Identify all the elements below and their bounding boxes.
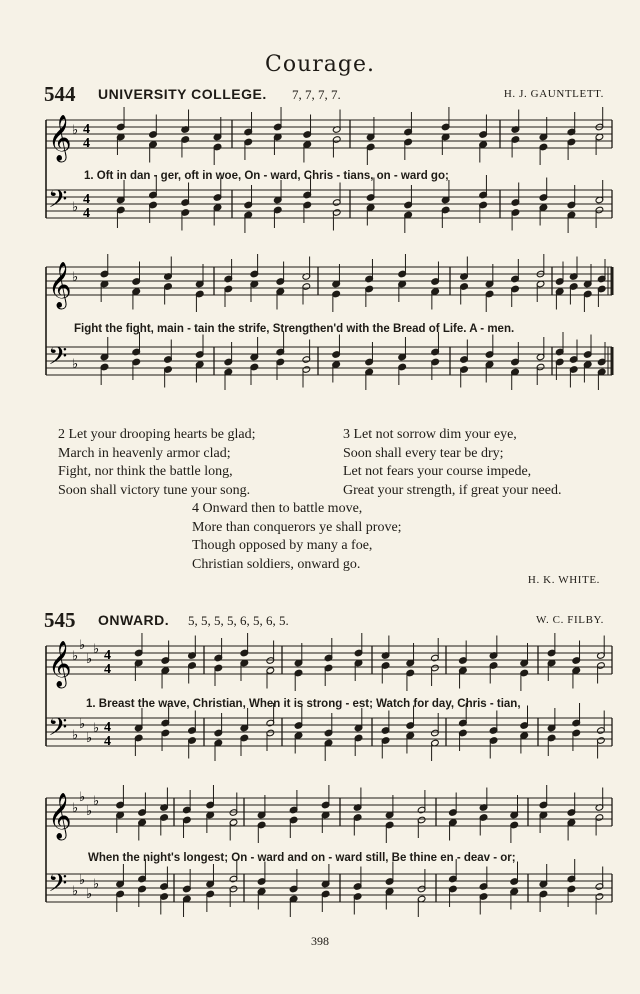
bass-clef-icon: 𝄢 — [48, 713, 68, 748]
stanza-4 — [192, 500, 402, 574]
treble-clef-icon: 𝄞 — [48, 793, 72, 839]
treble-clef-icon: 𝄞 — [48, 262, 72, 308]
time-signature: 4 — [83, 206, 90, 221]
meter: 7, 7, 7, 7. — [292, 87, 341, 102]
flat-sign-icon: ♭ — [72, 649, 79, 664]
flat-sign-icon: ♭ — [72, 801, 79, 816]
flat-sign-icon: ♭ — [72, 728, 79, 743]
stanza-line: 3 Let not sorrow dim your eye, — [343, 427, 517, 442]
stanza-line: 2 Let your drooping hearts be glad; — [58, 427, 256, 442]
stanza-line: Great your strength, if great your need. — [343, 482, 562, 498]
flat-sign-icon: ♭ — [72, 270, 79, 285]
lyric-line: 1. Oft in dan - ger, oft in woe, On - ward, Chris - tians, on - ward go; — [84, 170, 449, 182]
page-number: 398 — [311, 934, 329, 948]
tune-name: UNIVERSITY COLLEGE. — [98, 86, 267, 102]
flat-sign-icon: ♭ — [86, 887, 93, 902]
tune-name: ONWARD. — [98, 612, 170, 628]
stanza-line: Soon shall victory tune your song. — [58, 482, 251, 498]
time-signature: 4 — [104, 720, 111, 735]
composer: H. J. GAUNTLETT. — [503, 88, 604, 100]
flat-sign-icon: ♭ — [72, 123, 79, 138]
stanza-3 — [343, 426, 561, 500]
flat-sign-icon: ♭ — [86, 804, 93, 819]
flat-sign-icon: ♭ — [93, 642, 100, 657]
time-signature: 4 — [83, 192, 90, 207]
lyric-line: When the night's longest; On - ward and on - ward still, Be thine en - deav - or; — [88, 852, 516, 864]
flat-sign-icon: ♭ — [93, 794, 100, 809]
time-signature: 4 — [83, 122, 90, 137]
lyricist: H. K. WHITE. — [527, 574, 600, 586]
flat-sign-icon: ♭ — [86, 652, 93, 667]
bass-staff — [46, 347, 612, 375]
flat-sign-icon: ♭ — [79, 873, 86, 888]
stanza-line: More than conquerors ye shall prove; — [192, 519, 402, 535]
stanza-line: Soon shall every tear be dry; — [343, 445, 504, 461]
hymn-number: 545 — [44, 608, 76, 632]
time-signature: 4 — [83, 136, 90, 151]
hymn-header-545 — [44, 608, 604, 632]
treble-staff — [46, 120, 612, 148]
stanza-line: Fight, nor think the battle long, — [58, 464, 233, 479]
stanza-2 — [58, 426, 256, 500]
stanza-line: 4 Onward then to battle move, — [192, 501, 363, 516]
flat-sign-icon: ♭ — [79, 790, 86, 805]
flat-sign-icon: ♭ — [72, 884, 79, 899]
time-signature: 4 — [104, 662, 111, 677]
composer: W. C. FILBY. — [535, 614, 604, 626]
flat-sign-icon: ♭ — [79, 638, 86, 653]
stanza-line: Let not fears your course impede, — [343, 464, 532, 479]
treble-staff — [46, 267, 612, 295]
flat-sign-icon: ♭ — [93, 721, 100, 736]
bass-clef-icon: 𝄢 — [48, 185, 68, 220]
flat-sign-icon: ♭ — [93, 877, 100, 892]
time-signature: 4 — [104, 648, 111, 663]
stanza-line: Christian soldiers, onward go. — [192, 556, 361, 572]
stanza-line: March in heavenly armor clad; — [58, 445, 231, 461]
flat-sign-icon: ♭ — [72, 200, 79, 215]
treble-clef-icon: 𝄞 — [48, 641, 72, 687]
time-signature: 4 — [104, 734, 111, 749]
stanza-line: Though opposed by many a foe, — [192, 538, 373, 553]
flat-sign-icon: ♭ — [79, 717, 86, 732]
flat-sign-icon: ♭ — [72, 357, 79, 372]
hymn-number: 544 — [44, 82, 76, 106]
section-title: Courage. — [265, 52, 375, 77]
meter: 5, 5, 5, 5, 6, 5, 6, 5. — [188, 613, 289, 628]
treble-clef-icon: 𝄞 — [48, 115, 72, 161]
bass-staff — [46, 190, 612, 218]
lyric-line: Fight the fight, main - tain the strife, Strengthen'd with the Bread of Life. A - men. — [74, 323, 515, 335]
flat-sign-icon: ♭ — [86, 731, 93, 746]
bass-clef-icon: 𝄢 — [48, 869, 68, 904]
hymn-header-544 — [44, 82, 604, 106]
lyric-line: 1. Breast the wave, Christian, When it is strong - est; Watch for day, Chris - tian, — [86, 698, 521, 710]
bass-clef-icon: 𝄢 — [48, 342, 68, 377]
